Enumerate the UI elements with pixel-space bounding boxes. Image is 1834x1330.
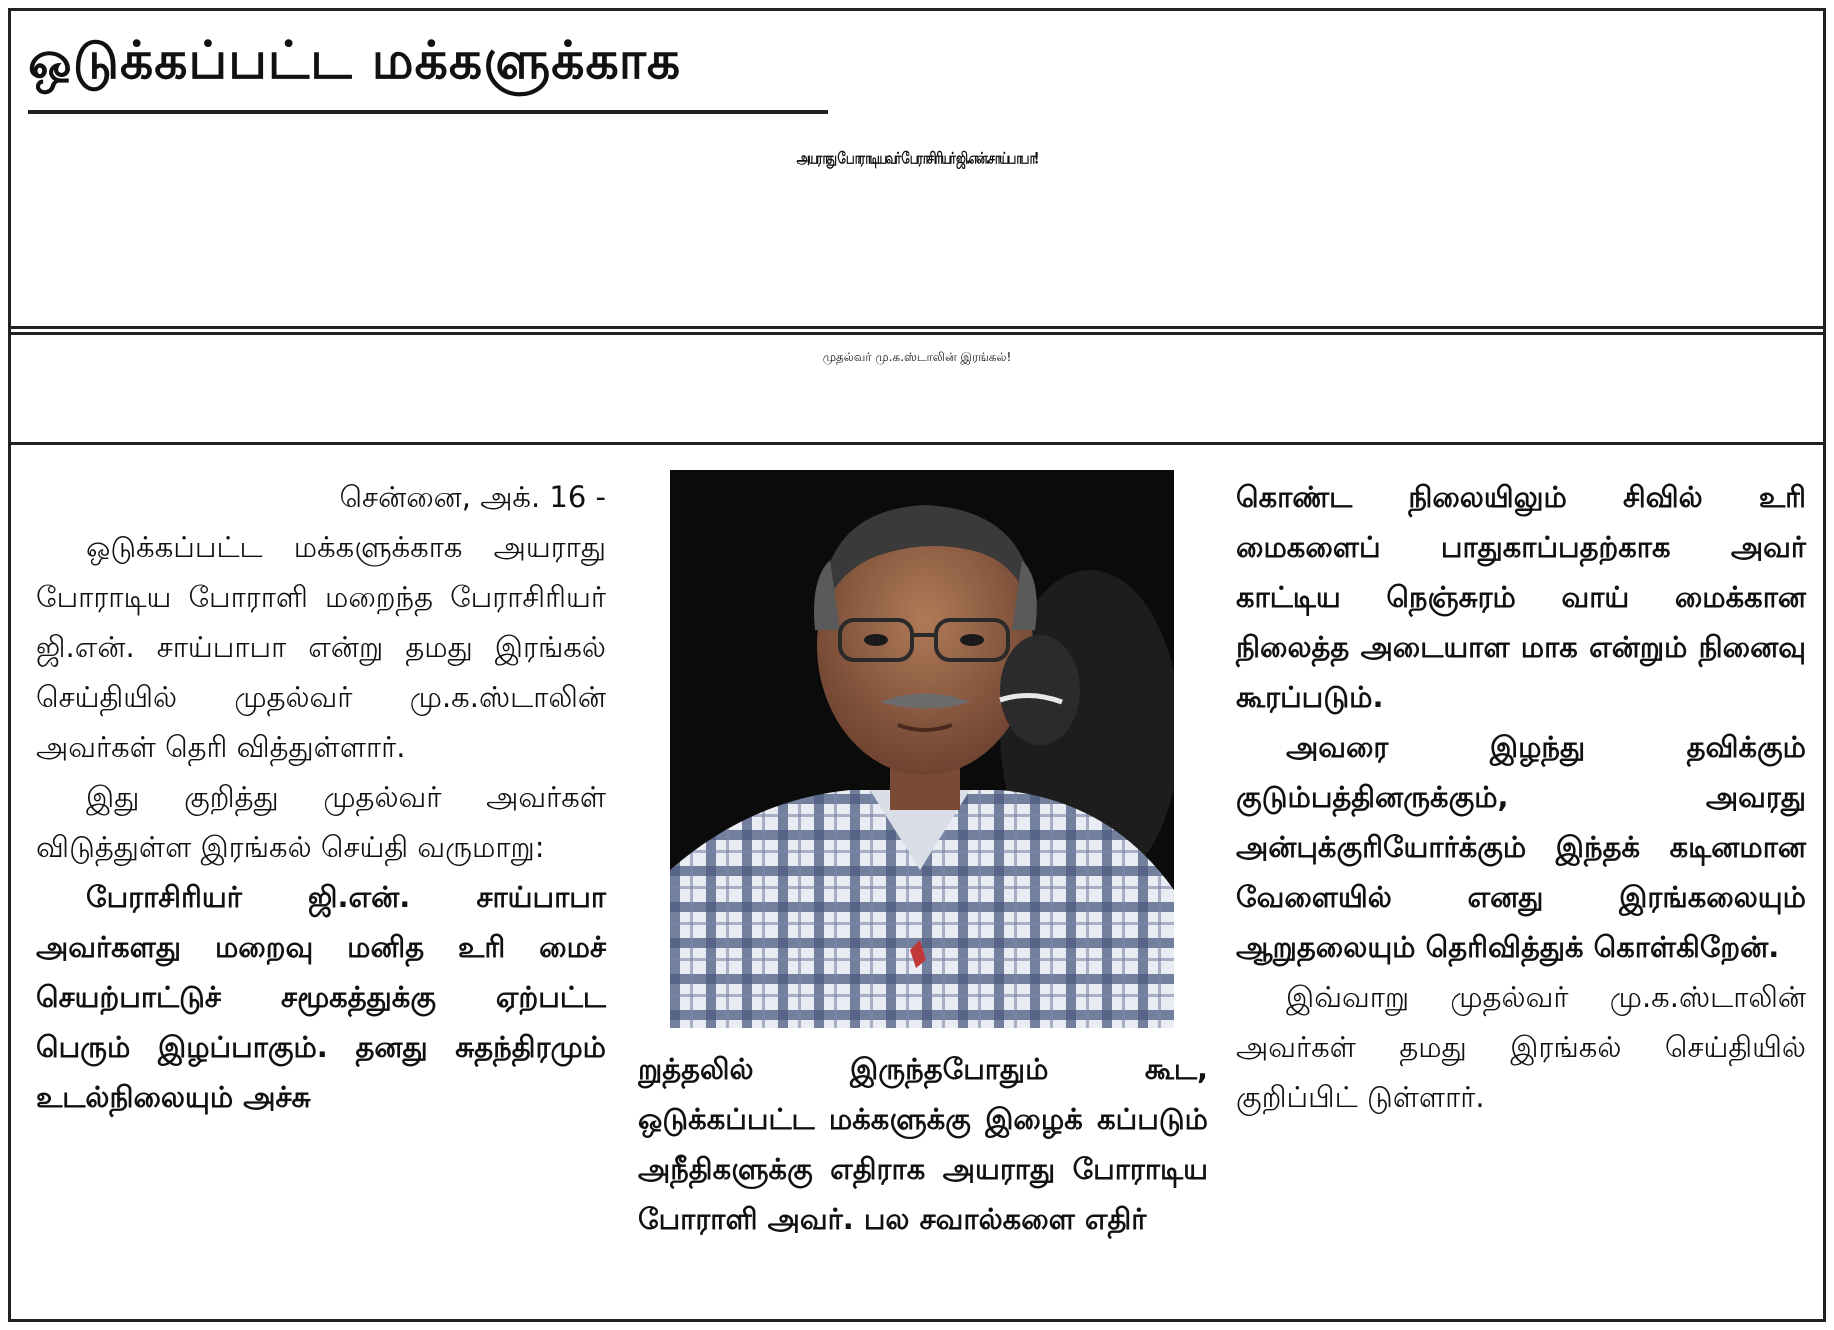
kicker-underline [28, 110, 828, 114]
headline: அயராது போராடியவர் பேராசிரியர் ஜி.என்.சாய்பாபா! [796, 148, 1038, 168]
headline-rule-top [8, 326, 1826, 329]
column1-paragraph-2: இது குறித்து முதல்வர் அவர்கள் விடுத்துள்ள இரங்கல் செய்தி வருமாறு: [36, 780, 606, 864]
column1-paragraph-3: பேராசிரியர் ஜி.என். சாய்பாபா அவர்களது மறைவு மனித உரி மைச் செயற்பாட்டுச் சமூகத்துக்கு ஏற்பட்ட பெரும் இழப்பாகும். தனது சுதந்திரமும் உடல்நிலையும் அச்சு [36, 880, 606, 1114]
kicker-title: ஒடுக்கப்பட்ட மக்களுக்காக [28, 31, 682, 91]
column3-paragraph-3: இவ்வாறு முதல்வர் மு.க.ஸ்டாலின் அவர்கள் தமது இரங்கல் செய்தியில் குறிப்பிட் டுள்ளார். [1236, 980, 1806, 1114]
column3-paragraph-2: அவரை இழந்து தவிக்கும் குடும்பத்தினருக்கும், அவரது அன்புக்குரியோர்க்கும் இந்தக் கடினமான வேளையில் எனது இரங்கலையும் ஆறுதலையும் தெரிவித்துக் கொள்கிறேன். [1236, 730, 1806, 964]
headline-rule-bottom [8, 332, 1826, 335]
column-2 [638, 1044, 1208, 1244]
column-3 [1236, 472, 1806, 1122]
dateline: சென்னை, அக். 16 - [339, 480, 606, 514]
column-1 [36, 472, 606, 1122]
column2-paragraph-1: றுத்தலில் இருந்தபோதும் கூட, ஒடுக்கப்பட்ட மக்களுக்கு இழைக் கப்படும் அநீதிகளுக்கு எதிராக அயராது போராடிய போராளி அவர். பல சவால்களை எதிர் [638, 1052, 1208, 1236]
column3-paragraph-1: கொண்ட நிலையிலும் சிவில் உரி மைகளைப் பாதுகாப்பதற்காக அவர் காட்டிய நெஞ்சுரம் வாய் மைக்கான நிலைத்த அடையாள மாக என்றும் நினைவு கூரப்படும். [1236, 480, 1806, 714]
subheadline: முதல்வர் மு.க.ஸ்டாலின் இரங்கல்! [822, 350, 1012, 364]
column1-paragraph-1: ஒடுக்கப்பட்ட மக்களுக்காக அயராது போராடிய போராளி மறைந்த பேராசிரியர் ஜி.என். சாய்பாபா என்று தமது இரங்கல் செய்தியில் முதல்வர் மு.க.ஸ்டாலின் அவர்கள் தெரி வித்துள்ளார். [36, 530, 606, 764]
portrait-photo [670, 470, 1174, 1028]
subheadline-rule [8, 442, 1826, 445]
